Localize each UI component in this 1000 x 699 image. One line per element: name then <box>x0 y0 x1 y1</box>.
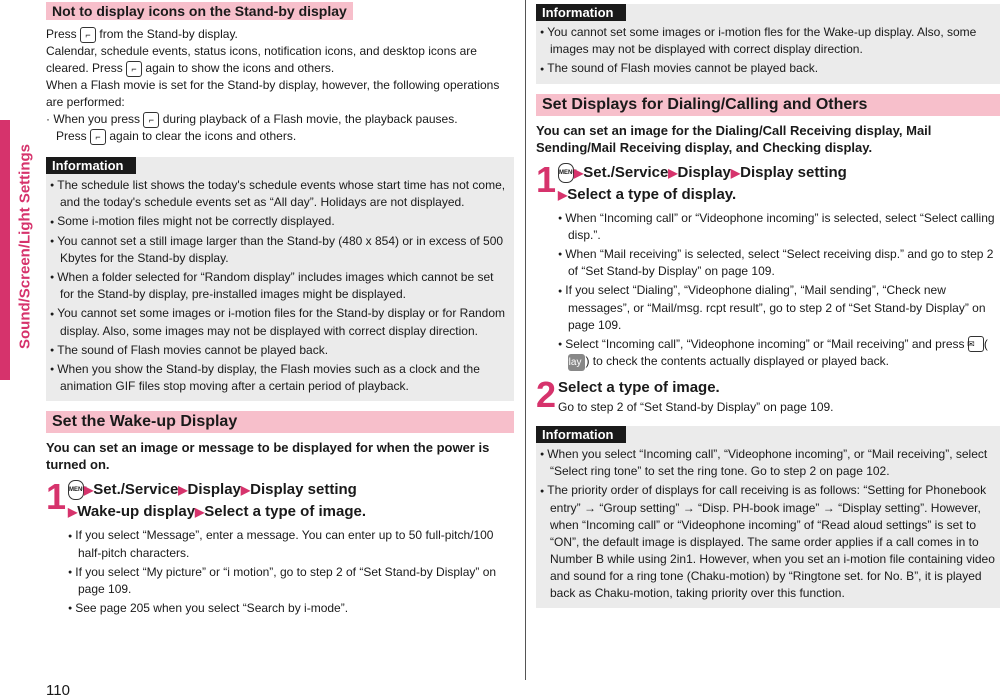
information-box <box>536 426 1000 608</box>
menu-key-icon: MENU <box>558 163 574 183</box>
step-note: ● When “Incoming call” or “Videophone incoming” is selected, select “Select calling disp.”. <box>558 210 1000 244</box>
info-item: ● When you show the Stand-by display, the Flash movies such as a clock and the animation GIF files stop moving after a certain period of playback. <box>50 361 510 395</box>
step-note: ● If you select “Dialing”, “Videophone dialing”, “Mail sending”, “Check new messages”, or “Mail/msg. rcpt result”, go to step 2 of “Set Stand-by Display” on page 109. <box>558 282 1000 333</box>
step-1 <box>46 476 514 617</box>
info-item: ● Some i-motion files might not be correctly displayed. <box>50 213 510 230</box>
info-item: ● When a folder selected for “Random display” includes images which cannot be set for the Stand-by display, pre-installed images might be displayed. <box>50 269 510 303</box>
step-note: ● Select “Incoming call”, “Videophone incoming” or “Mail receiving” and press ✉ (Play ) to check the contents actually displayed or played back. <box>558 336 1000 371</box>
step-instruction: MENU▶Set./Service▶Display▶Display setting <box>68 479 514 501</box>
side-tab <box>0 120 10 380</box>
menu-key-icon: MENU <box>68 480 84 500</box>
play-softkey-icon: Play <box>568 354 585 371</box>
step-note: ● If you select “Message”, enter a message. You can enter up to 50 full-pitch/100 half-pitch characters. <box>68 527 514 561</box>
clear-key-icon: ⌐ <box>80 27 96 43</box>
paragraph: Calendar, schedule events, status icons, notification icons, and desktop icons are cleared. Press ⌐ again to show the icons and others. <box>46 44 477 75</box>
step-1 <box>536 158 1000 371</box>
step-number: 1 <box>536 158 557 200</box>
paragraph: When a Flash movie is set for the Stand-by display, however, the following operations are performed: <box>46 78 500 109</box>
info-item: ● You cannot set some images or i-motion fles for the Wake-up display. Also, some images may not be displayed with correct display direction. <box>540 24 996 58</box>
information-box <box>46 157 514 401</box>
information-label: Information <box>46 157 136 174</box>
step-note: ● When “Mail receiving” is selected, select “Select receiving disp.” and go to step 2 of “Set Stand-by Display” on page 109. <box>558 246 1000 280</box>
clear-key-icon: ⌐ <box>126 61 142 77</box>
info-item: ● The schedule list shows the today's schedule events whose start time has not come, and the today's schedule events set as “All day”. Holidays are not displayed. <box>50 177 510 211</box>
step-note: ● See page 205 when you select “Search by i-mode”. <box>68 600 514 617</box>
step-instruction: MENU▶Set./Service▶Display▶Display setting <box>558 162 1000 184</box>
section-intro: You can set an image or message to be displayed for when the power is turned on. <box>46 440 490 473</box>
step-number: 2 <box>536 373 557 415</box>
information-label: Information <box>536 4 626 21</box>
step-number: 1 <box>46 476 67 518</box>
section-title-standby-icons: Not to display icons on the Stand-by display <box>46 2 353 20</box>
mail-key-icon: ✉ <box>968 336 984 352</box>
right-column <box>536 0 1000 608</box>
step-note: ● If you select “My picture” or “i motion”, go to step 2 of “Set Stand-by Display” on page 109. <box>68 564 514 598</box>
step-note: Go to step 2 of “Set Stand-by Display” on page 109. <box>558 399 834 414</box>
page-number: 110 <box>46 682 70 699</box>
paragraph: Press ⌐ again to clear the icons and others. <box>56 129 297 143</box>
step-instruction: ▶Select a type of display. <box>558 185 737 203</box>
side-label: Sound/Screen/Light Settings <box>16 144 34 350</box>
clear-key-icon: ⌐ <box>143 112 159 128</box>
information-label: Information <box>536 426 626 443</box>
info-item: ● The sound of Flash movies cannot be played back. <box>540 60 996 77</box>
section-title-dialing: Set Displays for Dialing/Calling and Others <box>536 94 1000 116</box>
paragraph: · When you press ⌐ during playback of a Flash movie, the playback pauses. <box>46 112 458 126</box>
info-item: ● When you select “Incoming call”, “Videophone incoming”, or “Mail receiving”, select “Select ring tone” to set the ring tone. Go to step 2 on page 102. <box>540 446 996 480</box>
information-box <box>536 4 1000 84</box>
info-item: ● You cannot set some images or i-motion files for the Stand-by display or for Random display. Also, some images may not be displayed with correct display direction. <box>50 305 510 339</box>
step-instruction: ▶Wake-up display▶Select a type of image. <box>68 503 367 521</box>
column-divider <box>525 0 526 680</box>
info-item: ● The sound of Flash movies cannot be played back. <box>50 342 510 359</box>
paragraph: Press ⌐ from the Stand-by display. <box>46 27 238 41</box>
step-instruction: Select a type of image. <box>558 378 720 396</box>
step-2 <box>536 373 1000 416</box>
left-column <box>46 0 514 619</box>
section-title-wakeup: Set the Wake-up Display <box>46 411 514 433</box>
section-intro: You can set an image for the Dialing/Call Receiving display, Mail Sending/Mail Receiving display, and Checking display. <box>536 122 932 155</box>
info-item: ● You cannot set a still image larger than the Stand-by (480 x 854) or in excess of 500 Kbytes for the Stand-by display. <box>50 233 510 267</box>
info-item: ● The priority order of displays for call receiving is as follows: “Setting for Phonebook entry” → “Group setting” → “Disp. PH-book image” → “Display setting”. However, when “Incoming call” or “Videophone incoming” of “Read aloud settings” is set to “ON”, the default image is displayed. The same order applies if a call comes in to Number B while using 2in1. However, when you set an i-motion file containing video and sound for a ring tone (Chaku-motion) by “Ringtone set. for No. B”, it is played back as Chaku-motion, taking priority over this function. <box>540 482 996 601</box>
clear-key-icon: ⌐ <box>90 129 106 145</box>
